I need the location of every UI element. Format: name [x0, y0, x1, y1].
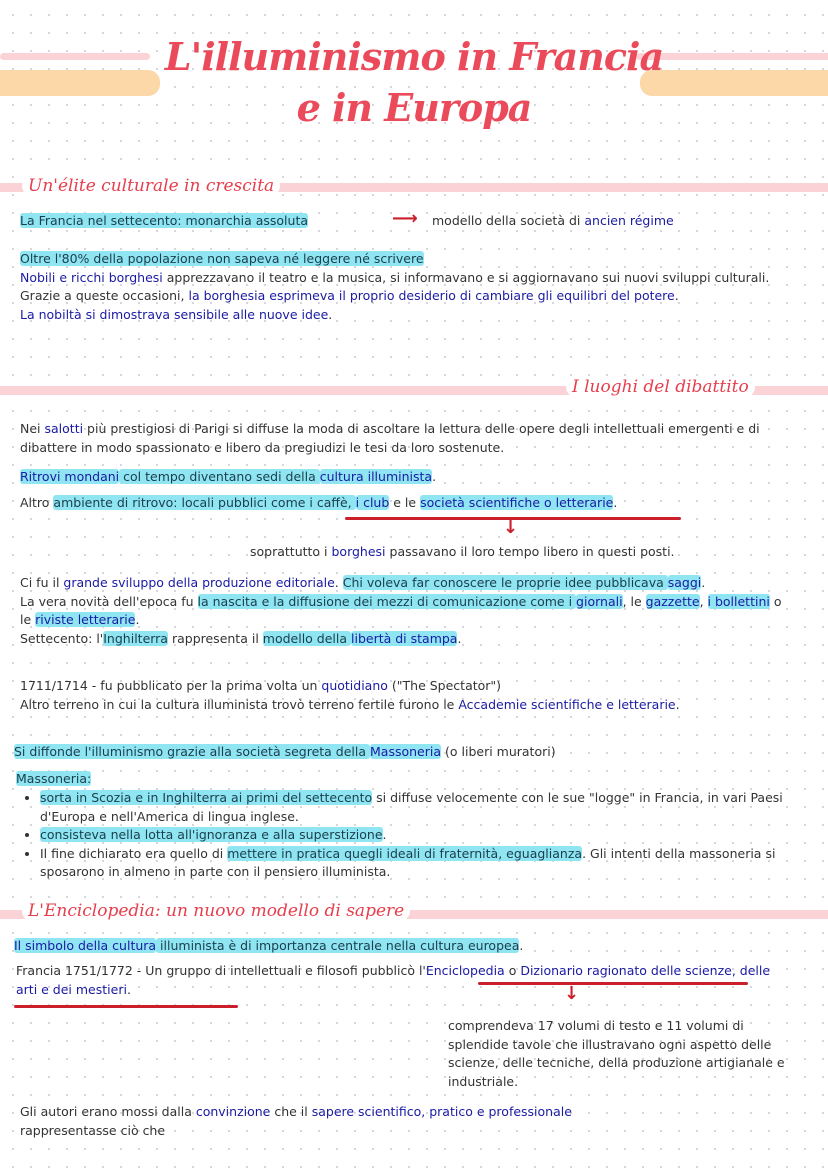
text-segment: Nobili e ricchi borghesi: [20, 269, 163, 285]
text-segment: società scientifiche o letterarie: [420, 495, 614, 510]
text-segment: Gli autori erano mossi dalla: [20, 1104, 196, 1119]
para: [16, 962, 786, 999]
text-segment: giornali: [576, 593, 623, 609]
text-segment: i bollettini: [707, 593, 770, 609]
text-segment: ambiente di ritrovo: locali pubblici come i caffè,: [53, 495, 356, 510]
text-segment: .: [135, 612, 140, 627]
text-segment: .: [701, 575, 706, 590]
text-segment: Massoneria: [370, 744, 442, 759]
text-segment: Il simbolo della cultura: [14, 938, 157, 953]
arrow-right-icon: ⟶: [392, 208, 418, 229]
text-segment: ("The Spectator"): [387, 678, 502, 693]
text-segment: .: [519, 938, 524, 953]
text-segment: la borghesia esprimeva il proprio desiderio di cambiare gli equilibri del potere: [188, 288, 675, 303]
para: [14, 937, 523, 956]
text-segment: che il: [270, 1104, 312, 1119]
text-segment: Si diffonde l'illuminismo grazie alla società segreta della: [14, 744, 371, 759]
bullet-item: [40, 789, 791, 826]
text-segment: mettere in pratica quegli ideali di fraternità, eguaglianza: [227, 845, 583, 861]
text-segment: Nei: [20, 421, 45, 436]
para: [16, 770, 91, 789]
text-segment: ,: [699, 593, 708, 609]
para: [250, 543, 675, 562]
bullet-item: [40, 845, 791, 882]
text-segment: borghesi: [331, 544, 386, 559]
para: [20, 1103, 780, 1140]
text-segment: 1711/1714 - fu pubblicato per la prima volta un: [20, 678, 322, 693]
text-segment: (o liberi muratori): [441, 744, 556, 759]
text-segment: Inghilterra: [103, 630, 168, 646]
text-segment: Settecento: l': [20, 630, 104, 646]
text-segment: .: [674, 288, 679, 303]
text-segment: soprattutto i: [250, 544, 332, 559]
text-segment: passavano il loro tempo libero in questi posti.: [385, 544, 675, 559]
text-segment: Altro: [20, 495, 54, 510]
text-segment: Francia 1751/1772 - Un gruppo di intellettuali e filosofi pubblicò l': [16, 963, 426, 978]
section-heading-enciclopedia: L'Enciclopedia: un nuovo modello di sapere: [22, 901, 410, 921]
text-segment: .: [432, 469, 437, 484]
text-segment: Ci fu il: [20, 575, 64, 590]
para: [20, 468, 436, 487]
text-segment: quotidiano: [321, 678, 388, 693]
bullet-item: [40, 826, 791, 845]
text-segment: Chi voleva far conoscere le proprie idee pubblicava: [342, 575, 668, 590]
text-segment: La vera novità dell'epoca fu: [20, 593, 198, 609]
text-segment: Dizionario ragionato delle scienze, delle arti e dei mestieri: [16, 963, 771, 997]
para: [20, 420, 820, 457]
text-segment: saggi: [667, 575, 702, 590]
text-segment: Enciclopedia: [425, 963, 505, 978]
text-segment: La Francia nel settecento: monarchia assoluta: [20, 213, 309, 228]
text-segment: grande sviluppo della produzione editoriale: [63, 575, 335, 590]
text-segment: e le: [389, 495, 421, 510]
text-segment: ancien régime: [584, 213, 674, 228]
para: [14, 743, 556, 762]
title-line-2: e in Europa: [296, 85, 532, 130]
title-line-1: L'illuminismo in Francia: [164, 34, 664, 79]
text-segment: .: [126, 981, 131, 997]
text-segment: gazzette: [645, 593, 700, 609]
para: [20, 212, 308, 231]
text-segment: si diffuse velocemente con le sue "logge" in Francia, in vari Paesi d'Europa e nell'America di lingua inglese.: [40, 790, 783, 824]
section-heading-luoghi: I luoghi del dibattito: [566, 377, 755, 397]
text-segment: Ritrovi mondani: [20, 469, 120, 484]
text-segment: , le: [622, 593, 646, 609]
text-segment: .: [675, 696, 680, 712]
text-segment: modello della: [432, 213, 521, 228]
text-segment: .: [457, 630, 462, 646]
page-title: [0, 34, 828, 130]
section-heading-elite: Un'élite culturale in crescita: [22, 176, 280, 196]
text-segment: la nascita e la diffusione dei mezzi di comunicazione come i: [197, 593, 577, 609]
para: [20, 250, 780, 324]
para: [432, 212, 674, 231]
text-segment: Altro terreno in cui la cultura illuminista trovò terreno fertile furono le: [20, 696, 459, 712]
text-segment: o le: [20, 593, 782, 627]
arrow-down-icon: ↓: [503, 517, 519, 538]
text-segment: società di: [520, 213, 585, 228]
text-segment: Il fine dichiarato era quello di: [40, 845, 228, 861]
text-segment: La nobiltà si dimostrava sensibile alle nuove idee: [20, 306, 329, 322]
text-segment: Grazie a queste occasioni,: [20, 288, 189, 303]
text-segment: . Gli intenti della massoneria si sposarono in almeno in parte con il pensiero illuminista.: [40, 845, 776, 879]
para: [448, 1017, 798, 1091]
text-segment: cultura illuminista: [319, 469, 433, 484]
text-segment: rappresentasse ciò che: [20, 1122, 166, 1138]
text-segment: sapere scientifico, pratico e professionale: [311, 1104, 572, 1119]
text-segment: col tempo diventano sedi della: [119, 469, 320, 484]
text-segment: .: [382, 827, 387, 842]
text-segment: più prestigiosi di Parigi si diffuse la moda di ascoltare la lettura delle opere degli intellettuali emergenti e di dibattere in modo spassionato e libero da pregiudizi le tesi da loro sostenute.: [20, 421, 760, 455]
text-segment: comprendeva 17 volumi di testo e 11 volumi di splendide tavole che illustravano ogni aspetto delle scienze, delle tecniche, della produzione artigianale e industriale.: [448, 1018, 785, 1089]
para: [20, 677, 780, 714]
text-segment: modello della: [262, 630, 351, 646]
text-segment: illuminista è di importanza centrale nella cultura europea: [156, 938, 520, 953]
text-segment: Oltre l'80% della popolazione non sapeva né leggere né scrivere: [20, 251, 424, 266]
text-segment: Massoneria:: [16, 771, 92, 786]
text-segment: .: [613, 495, 618, 510]
text-segment: riviste letterarie: [35, 612, 136, 627]
arrow-down-icon: ↓: [564, 983, 580, 1004]
bullet-list: [16, 789, 791, 882]
para: [20, 574, 790, 648]
para: [20, 494, 617, 513]
text-segment: convinzione: [195, 1104, 271, 1119]
text-segment: .: [334, 575, 343, 590]
text-segment: i club: [355, 495, 390, 510]
text-segment: consisteva nella lotta all'ignoranza e alla superstizione: [40, 827, 383, 842]
text-segment: salotti: [44, 421, 84, 436]
text-segment: rappresenta il: [167, 630, 263, 646]
text-segment: .: [328, 306, 333, 322]
text-segment: Accademie scientifiche e letterarie: [458, 696, 676, 712]
underline-mark: [478, 982, 748, 985]
underline-mark: [14, 1005, 238, 1008]
text-segment: o: [504, 963, 521, 978]
text-segment: apprezzavano il teatro e la musica, si informavano e si aggiornavano sui nuovi sviluppi culturali.: [162, 269, 770, 285]
text-segment: sorta in Scozia e in Inghilterra ai primi del settecento: [40, 790, 373, 805]
text-segment: libertà di stampa: [351, 630, 458, 646]
